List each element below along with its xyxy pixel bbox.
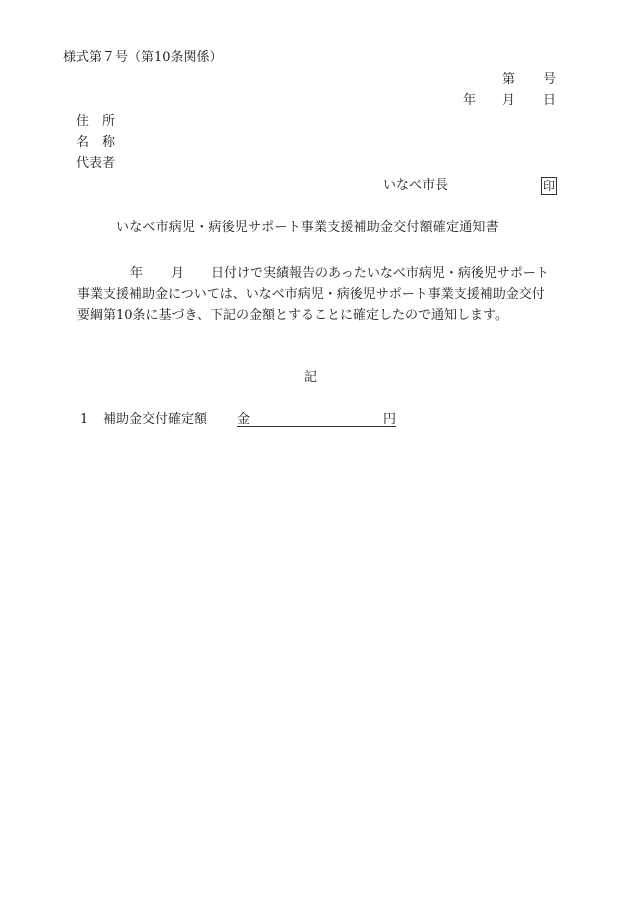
body-paragraph: [77, 263, 562, 326]
body-line-1-text: 日付けで実績報告のあったいなべ市病児・病後児サポート: [211, 266, 549, 281]
document-title: いなべ市病児・病後児サポート事業支援補助金交付額確定通知書: [116, 220, 499, 235]
date-day-label: 日: [543, 93, 557, 108]
item-number: 1: [80, 412, 89, 427]
recipient-name-label: 名 称: [76, 135, 116, 150]
item-label: 補助金交付確定額: [103, 412, 208, 427]
body-line-2: 事業支援補助金については、いなべ市病児・病後児サポート事業支援補助金交付: [77, 287, 545, 302]
recipient-representative-label: 代表者: [76, 156, 116, 171]
body-year-label: 年: [130, 266, 144, 281]
seal-stamp-box: 印: [542, 179, 555, 193]
recipient-address-label: 住 所: [76, 114, 116, 129]
document-number-prefix: 第: [502, 72, 516, 87]
notes-heading: 記: [304, 370, 318, 385]
body-month-label: 月: [171, 266, 185, 281]
amount-suffix: 円: [382, 412, 396, 427]
document-number-suffix: 号: [543, 72, 557, 87]
body-line-1: [77, 263, 562, 284]
date-year-label: 年: [463, 93, 477, 108]
form-number: 様式第７号（第10条関係）: [63, 50, 223, 65]
body-line-3: 要綱第10条に基づき、下記の金額とすることに確定したので通知します。: [77, 308, 508, 323]
amount-prefix: 金: [237, 412, 251, 427]
date-month-label: 月: [502, 93, 516, 108]
confirmed-amount-field[interactable]: [237, 411, 396, 427]
sender-title: いなべ市長: [383, 178, 449, 193]
